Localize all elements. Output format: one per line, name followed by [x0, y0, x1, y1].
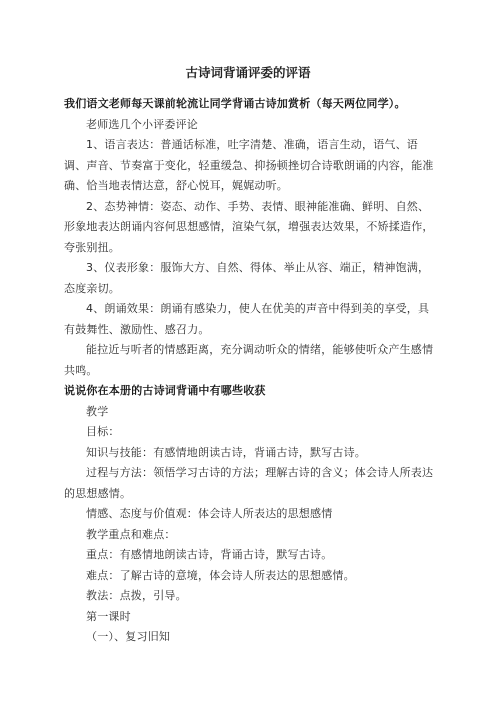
paragraph: 情感、态度与价值观：体会诗人所表达的思想感情	[86, 507, 333, 520]
document-title: 古诗词背诵评委的评语	[185, 65, 311, 80]
paragraph: （一）、复习旧知	[86, 630, 171, 643]
paragraph: 过程与方法：领悟学习古诗的方法；理解古诗的含义；体会诗人所表达的思想感情。	[64, 466, 434, 500]
paragraph: 难点：了解古诗的意境，体会诗人所表达的思想感情。	[86, 568, 355, 582]
paragraph: 教学	[86, 404, 109, 418]
paragraph: 目标：	[86, 425, 120, 438]
paragraph: 教学重点和难点：	[86, 527, 176, 541]
paragraph: 教法：点拨，引导。	[86, 589, 187, 602]
document-body	[64, 94, 436, 648]
paragraph: 4、朗诵效果：朗诵有感染力，使人在优美的声音中得到美的享受，具有鼓舞性、激励性、感召力。	[64, 302, 430, 336]
paragraph: 知识与技能：有感情地朗读古诗，背诵古诗，默写古诗。	[86, 445, 366, 459]
paragraph: 1、语言表达：普通话标准，吐字清楚、准确，语言生动，语气、语调、声音、节奏富于变化，轻重缓急、抑扬顿挫切合诗歌朗诵的内容，能准确、恰当地表情达意，舒心悦耳，娓娓动听。	[64, 138, 434, 192]
paragraph: 能拉近与听者的情感距离，充分调动听众的情绪，能够使听众产生感情共鸣。	[64, 343, 434, 377]
paragraph: 重点：有感情地朗读古诗，背诵古诗，默写古诗。	[86, 548, 333, 561]
paragraph: 我们语文老师每天课前轮流让同学背诵古诗加赏析（每天两位同学）。	[64, 97, 406, 110]
paragraph: 2、态势神情：姿态、动作、手势、表情、眼神能准确、鲜明、自然、形象地表达朗诵内容何思想感情，渲染气氛，增强表达效果，不矫揉造作，夸张别扭。	[64, 199, 434, 254]
paragraph: 老师选几个小评委评论	[86, 117, 198, 131]
paragraph: 第一课时	[86, 609, 131, 623]
section-heading: 说说你在本册的古诗词背诵中有哪些收获	[64, 384, 266, 397]
paragraph: 3、仪表形象：服饰大方、自然、得体、举止从容、端正，精神饱满，态度亲切。	[64, 261, 430, 295]
